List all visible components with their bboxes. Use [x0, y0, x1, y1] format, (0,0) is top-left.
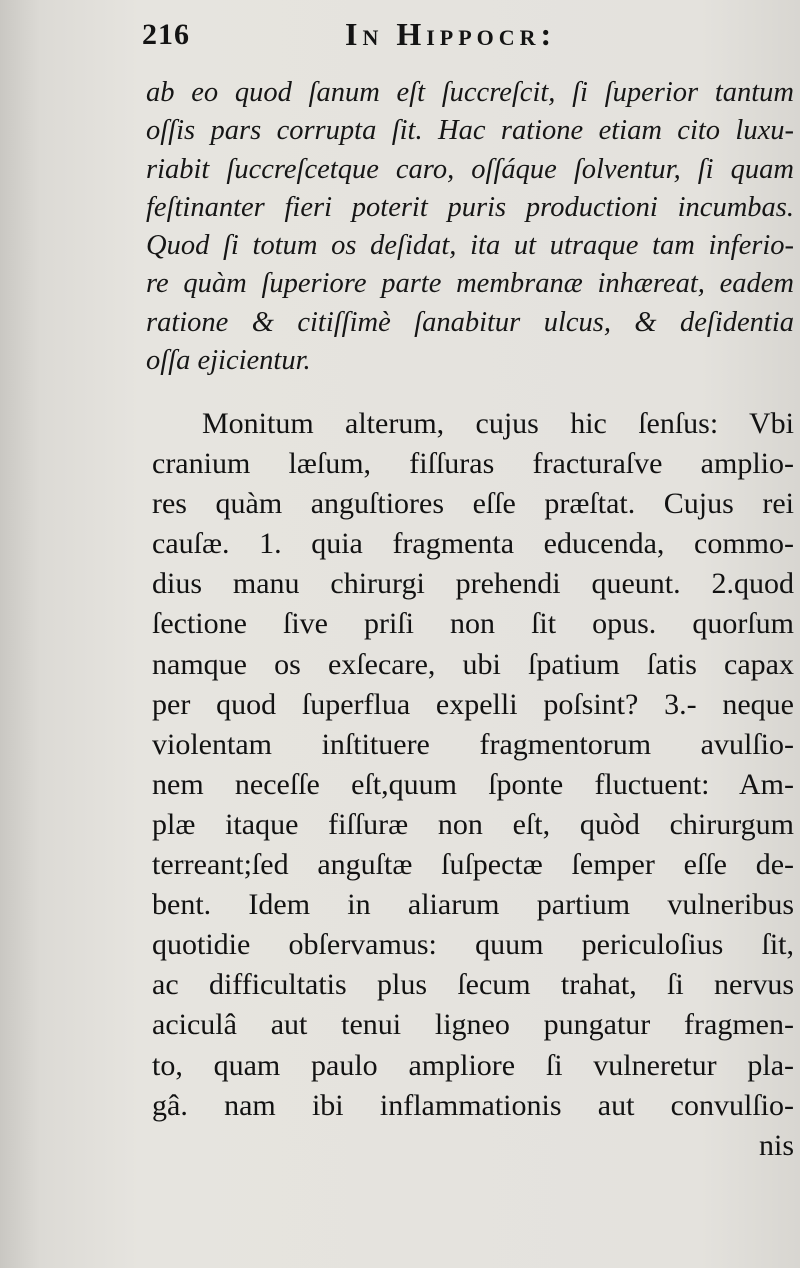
text-line: cauſæ. 1. quia fragmenta educenda, commo- [152, 527, 794, 561]
text-line: namque os exſecare, ubi ſpatium ſatis capax [152, 647, 794, 681]
text-line: Monitum alterum, cujus hic ſenſus: Vbi [202, 407, 794, 440]
text-line: dius manu chirurgi prehendi queunt. 2.quod [152, 567, 794, 601]
text-line: riabit ſuccreſcetque caro, oſſáque ſolventur, ſi quam [146, 153, 794, 185]
running-head: In Hippocr: [345, 16, 557, 52]
text-line: ſectione ſive priſi non ſit opus. quorſum [152, 607, 794, 641]
text-line: ab eo quod ſanum eſt ſuccreſcit, ſi ſuperior tantum [146, 77, 794, 108]
text-line: terreant;ſed anguſtæ ſuſpectæ ſemper eſſe de- [152, 848, 794, 882]
text-line: ratione & citiſſimè ſanabitur ulcus, & deſidentia [146, 306, 794, 338]
italic-paragraph [146, 74, 794, 380]
text-line: plæ itaque fiſſuræ non eſt, quòd chirurgum [152, 807, 794, 841]
roman-paragraph [152, 404, 794, 1166]
text-line: oſſa ejicientur. [146, 345, 311, 377]
text-line: res quàm anguſtiores eſſe præſtat. Cujus rei [152, 487, 794, 521]
text-line: to, quam paulo ampliore ſi vulneretur pla- [152, 1048, 794, 1082]
text-line: bent. Idem in aliarum partium vulneribus [152, 888, 794, 922]
text-line: per quod ſuperflua expelli poſsint? 3.- neque [152, 687, 794, 721]
text-line: oſſis pars corrupta ſit. Hac ratione etiam cito luxu- [146, 115, 794, 147]
text-line: Quod ſi totum os deſidat, ita ut utraque tam inferio- [146, 230, 794, 262]
text-line: re quàm ſuperiore parte membranæ inhæreat, eadem [146, 268, 794, 300]
text-line: ac difficultatis plus ſecum trahat, ſi nervus [152, 968, 794, 1002]
left-margin-bleed-through [0, 150, 135, 530]
text-line: nem neceſſe eſt,quum ſponte fluctuent: Am- [152, 767, 794, 801]
text-line: aciculâ aut tenui ligneo pungatur fragmen- [152, 1008, 794, 1042]
text-line: cranium læſum, fiſſuras fracturaſve amplio- [152, 447, 794, 481]
page-number: 216 [142, 18, 190, 51]
text-line: gâ. nam ibi inflammationis aut convulſio- [152, 1088, 794, 1122]
text-line: quotidie obſervamus: quum periculoſius ſit, [152, 928, 794, 962]
text-line: feſtinanter fieri poterit puris productioni incumbas. [146, 191, 794, 223]
catchword: nis [758, 1128, 794, 1162]
text-line: violentam inſtituere fragmentorum avulſio- [152, 727, 794, 761]
